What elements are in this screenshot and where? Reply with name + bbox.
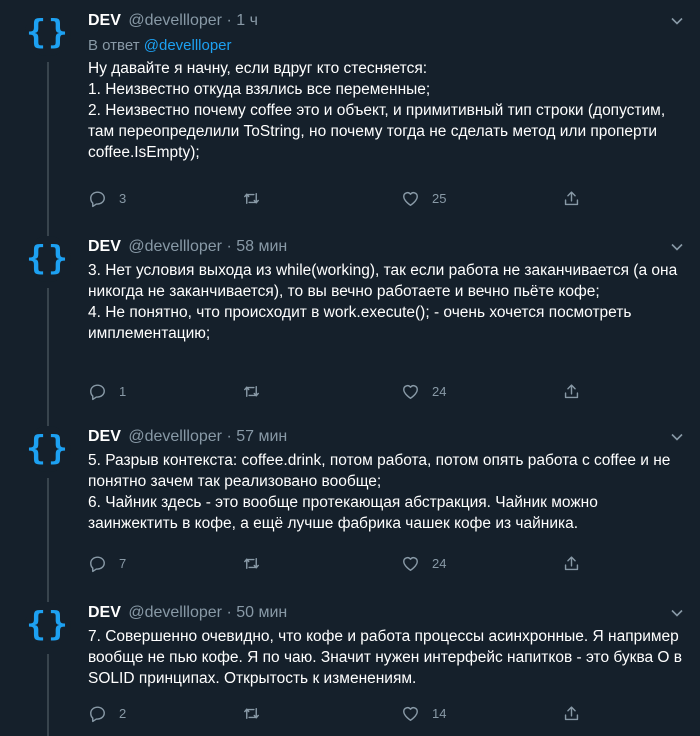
chevron-down-icon[interactable] bbox=[670, 14, 684, 28]
tweet-actions bbox=[88, 702, 684, 724]
retweet-icon bbox=[242, 382, 261, 401]
like-button[interactable] bbox=[401, 702, 446, 724]
tweet-actions bbox=[88, 380, 684, 402]
user-handle[interactable]: @devellloper bbox=[128, 12, 222, 29]
user-handle[interactable]: @devellloper bbox=[128, 604, 222, 621]
like-button[interactable] bbox=[401, 552, 446, 574]
retweet-icon bbox=[242, 189, 261, 208]
reply-count: 2 bbox=[119, 705, 127, 721]
retweet-icon bbox=[242, 704, 261, 723]
avatar-column bbox=[0, 226, 86, 416]
tweet-content bbox=[88, 602, 684, 689]
avatar[interactable] bbox=[25, 236, 71, 282]
share-icon bbox=[562, 704, 581, 723]
braces-logo-icon: {} bbox=[26, 12, 70, 51]
display-name[interactable]: DEV bbox=[88, 428, 121, 445]
display-name[interactable]: DEV bbox=[88, 604, 121, 621]
tweet-header bbox=[88, 236, 684, 258]
share-icon bbox=[562, 189, 581, 208]
avatar-column bbox=[0, 592, 86, 736]
reply-button[interactable] bbox=[88, 380, 126, 402]
tweet-actions bbox=[88, 187, 684, 209]
like-count: 14 bbox=[432, 705, 447, 721]
tweet-text: 7. Совершенно очевидно, что кофе и работа процессы асинхронные. Я например вообще не пью кофе. Я по чаю. Значит нужен интерфейс напитков - это буква О в SOLID принципах. Открытость к изменениям. bbox=[88, 628, 683, 687]
retweet-button[interactable] bbox=[242, 187, 273, 209]
separator-dot: · bbox=[226, 238, 232, 255]
chevron-down-icon[interactable] bbox=[670, 430, 684, 444]
reply-count: 1 bbox=[119, 383, 127, 399]
retweet-icon bbox=[242, 554, 261, 573]
like-count: 24 bbox=[432, 555, 447, 571]
separator-dot: · bbox=[226, 604, 232, 621]
reply-button[interactable] bbox=[88, 187, 126, 209]
reply-mention-link[interactable]: @devellloper bbox=[143, 37, 232, 54]
braces-logo-icon: {} bbox=[26, 604, 70, 643]
share-button[interactable] bbox=[562, 187, 581, 209]
avatar[interactable] bbox=[25, 602, 71, 648]
tweet-text: 3. Нет условия выхода из while(working), так если работа не заканчивается (а она никогда не заканчивается), то вы вечно работаете и вечно пьёте кофе; 4. Не понятно, что происходит в work.execute(); - очень хочется посмотреть имплементацию; bbox=[88, 262, 678, 342]
display-name[interactable]: DEV bbox=[88, 238, 121, 255]
share-icon bbox=[562, 382, 581, 401]
separator-dot: · bbox=[226, 428, 232, 445]
heart-icon bbox=[401, 704, 420, 723]
user-handle[interactable]: @devellloper bbox=[128, 428, 222, 445]
avatar-column bbox=[0, 0, 86, 226]
chevron-down-icon[interactable] bbox=[670, 240, 684, 254]
timestamp[interactable]: 58 мин bbox=[236, 238, 288, 255]
timestamp[interactable]: 50 мин bbox=[236, 604, 288, 621]
like-count: 25 bbox=[432, 190, 447, 206]
share-button[interactable] bbox=[562, 552, 581, 574]
tweet-header bbox=[88, 602, 684, 624]
display-name[interactable]: DEV bbox=[88, 12, 121, 29]
thread-connector-line bbox=[47, 654, 49, 736]
avatar[interactable] bbox=[25, 10, 71, 56]
tweet-text: 5. Разрыв контекста: coffee.drink, потом работа, потом опять работа с coffee и не понятно зачем так реализовано вообще; 6. Чайник здесь - это вообще протекающая абстракция. Чайник можно заинжектить в кофе, а ещё лучше фабрика чашек кофе из чайника. bbox=[88, 452, 671, 532]
braces-logo-icon: {} bbox=[26, 238, 70, 277]
tweet-content bbox=[88, 10, 684, 163]
heart-icon bbox=[401, 189, 420, 208]
retweet-button[interactable] bbox=[242, 702, 273, 724]
avatar-column bbox=[0, 416, 86, 592]
share-button[interactable] bbox=[562, 380, 581, 402]
avatar[interactable] bbox=[25, 426, 71, 472]
heart-icon bbox=[401, 554, 420, 573]
retweet-button[interactable] bbox=[242, 552, 273, 574]
reply-icon bbox=[88, 189, 107, 208]
reply-count: 7 bbox=[119, 555, 127, 571]
like-button[interactable] bbox=[401, 187, 446, 209]
separator-dot: · bbox=[226, 12, 232, 29]
reply-icon bbox=[88, 554, 107, 573]
timestamp[interactable]: 57 мин bbox=[236, 428, 288, 445]
share-icon bbox=[562, 554, 581, 573]
reply-icon bbox=[88, 382, 107, 401]
tweet[interactable] bbox=[0, 592, 700, 736]
tweet-header bbox=[88, 426, 684, 448]
like-button[interactable] bbox=[401, 380, 446, 402]
tweet[interactable] bbox=[0, 226, 700, 416]
reply-button[interactable] bbox=[88, 552, 126, 574]
retweet-button[interactable] bbox=[242, 380, 273, 402]
share-button[interactable] bbox=[562, 702, 581, 724]
reply-icon bbox=[88, 704, 107, 723]
reply-context bbox=[88, 36, 684, 56]
tweet[interactable] bbox=[0, 416, 700, 592]
heart-icon bbox=[401, 382, 420, 401]
tweet-text: Ну давайте я начну, если вдруг кто стесняется: 1. Неизвестно откуда взялись все переменные; 2. Неизвестно почему coffee это и объект, и примитивный тип строки (допустим, там переопределили ToString, но почему тогда не сделать метод или проперти coffee.IsEmpty); bbox=[88, 60, 666, 161]
tweet-header bbox=[88, 10, 684, 32]
braces-logo-icon: {} bbox=[26, 428, 70, 467]
thread-connector-line bbox=[47, 62, 49, 248]
reply-label: В ответ bbox=[88, 37, 140, 54]
user-handle[interactable]: @devellloper bbox=[128, 238, 222, 255]
tweet-content bbox=[88, 426, 684, 534]
reply-button[interactable] bbox=[88, 702, 126, 724]
tweet-actions bbox=[88, 552, 684, 574]
like-count: 24 bbox=[432, 383, 447, 399]
timestamp[interactable]: 1 ч bbox=[236, 12, 258, 29]
reply-count: 3 bbox=[119, 190, 127, 206]
tweet[interactable] bbox=[0, 0, 700, 226]
chevron-down-icon[interactable] bbox=[670, 606, 684, 620]
tweet-content bbox=[88, 236, 684, 344]
